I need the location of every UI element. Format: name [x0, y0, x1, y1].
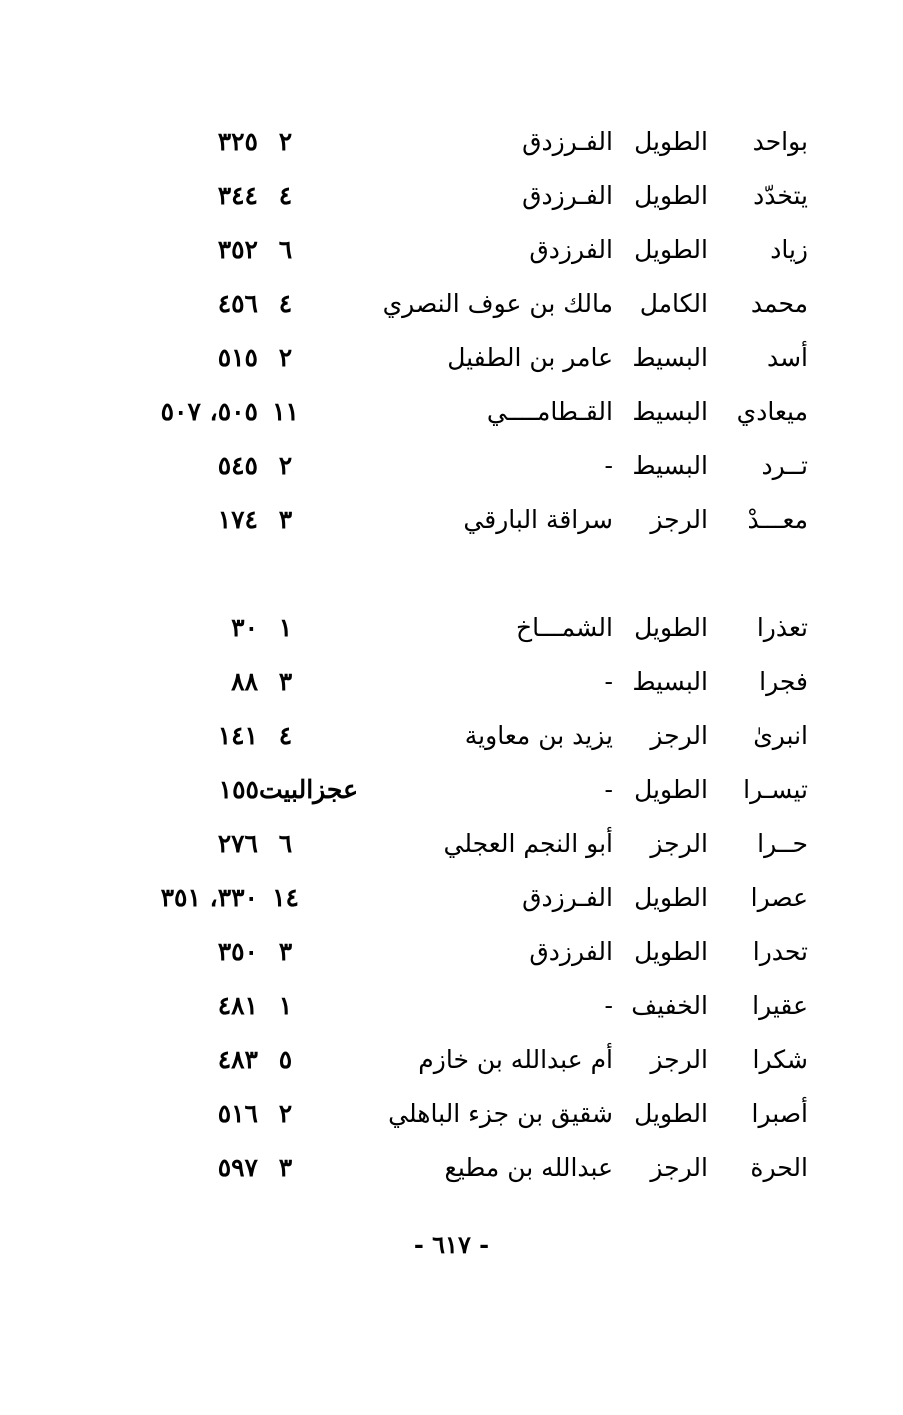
poet: الفـرزدق: [522, 181, 613, 210]
rhyme-word: تيسـرا: [743, 775, 808, 804]
index-row: [0, 979, 903, 1033]
index-row: [0, 1087, 903, 1141]
verse-count: ٢: [278, 1099, 293, 1128]
index-row: [0, 925, 903, 979]
page-refs: ٣٤٤: [217, 181, 258, 210]
verse-count: ١١: [272, 397, 299, 426]
page-refs: ٤٨١: [217, 991, 258, 1020]
page-refs-with-note: [178, 763, 358, 817]
poet: -: [604, 991, 613, 1020]
rhyme-word: تعذرا: [756, 613, 808, 642]
index-row: [0, 493, 903, 547]
meter: الطويل: [634, 613, 708, 642]
index-row: [0, 871, 903, 925]
meter: الرجز: [650, 1153, 708, 1182]
page-refs: ١٧٤: [217, 505, 258, 534]
page-refs: ٨٨: [231, 667, 258, 696]
rhyme-word: الحرة: [750, 1153, 808, 1182]
verse-count: ٣: [278, 505, 293, 534]
poet: الفـرزدق: [522, 883, 613, 912]
page-refs: ٣٠: [231, 613, 258, 642]
poet: عامر بن الطفيل: [447, 343, 613, 372]
index-row: [0, 169, 903, 223]
meter: الطويل: [634, 937, 708, 966]
page-refs: ٤٨٣: [217, 1045, 258, 1074]
page-refs: ٢٧٦: [217, 829, 258, 858]
meter: البسيط: [632, 451, 708, 480]
index-row: [0, 1141, 903, 1195]
rhyme-word: شكرا: [752, 1045, 808, 1074]
page-refs: ٥١٦: [217, 1099, 258, 1128]
meter: الطويل: [634, 775, 708, 804]
meter: البسيط: [632, 397, 708, 426]
hemistich-note: عجزالبيت: [258, 775, 358, 804]
poet: الشمـــاخ: [515, 613, 613, 642]
verse-count: ٣: [278, 937, 293, 966]
index-row: [0, 817, 903, 871]
meter: الرجز: [650, 1045, 708, 1074]
meter: البسيط: [632, 667, 708, 696]
page-refs: ٣٢٥: [217, 127, 258, 156]
meter: الطويل: [634, 127, 708, 156]
poet: -: [604, 775, 613, 804]
meter: الخفيف: [631, 991, 708, 1020]
index-row: [0, 277, 903, 331]
poet: عبدالله بن مطيع: [444, 1153, 613, 1182]
poet: الفرزدق: [529, 235, 613, 264]
meter: الطويل: [634, 1099, 708, 1128]
meter: الرجز: [650, 721, 708, 750]
meter: البسيط: [632, 343, 708, 372]
index-row: [0, 223, 903, 277]
meter: الكامل: [639, 289, 708, 318]
verse-count: ٦: [278, 235, 293, 264]
page-refs: ٣٥٠: [217, 937, 258, 966]
rhyme-word: بواحد: [752, 127, 808, 156]
page-refs: ٣٣٠، ٣٥١: [160, 883, 258, 912]
page-ref: ١٥٥: [218, 775, 259, 804]
poet: شقيق بن جزء الباهلي: [388, 1099, 613, 1128]
poet: الفـرزدق: [522, 127, 613, 156]
page-refs: ٥٩٧: [217, 1153, 258, 1182]
rhyme-word: أصبرا: [751, 1099, 808, 1128]
page-refs: ٥١٥: [217, 343, 258, 372]
verse-count: ٦: [278, 829, 293, 858]
page-refs: ٣٥٢: [217, 235, 258, 264]
index-row: [0, 601, 903, 655]
page-refs: ١٤١: [217, 721, 258, 750]
verse-count: ١٤: [272, 883, 299, 912]
rhyme-word: ميعادي: [736, 397, 808, 426]
rhyme-word: زياد: [770, 235, 808, 264]
verse-count: ٤: [278, 289, 293, 318]
verse-count: ٣: [278, 667, 293, 696]
rhyme-word: فجرا: [759, 667, 808, 696]
rhyme-word: معـــدْ: [747, 505, 808, 534]
index-row: [0, 655, 903, 709]
verse-count: ٤: [278, 181, 293, 210]
poet: أبو النجم العجلي: [443, 829, 613, 858]
poet: سراقة البارقي: [463, 505, 613, 534]
rhyme-word: يتخدّد: [753, 181, 808, 210]
rhyme-word: عصرا: [750, 883, 808, 912]
poet: أم عبدالله بن خازم: [418, 1045, 613, 1074]
poet: مالك بن عوف النصري: [382, 289, 613, 318]
rhyme-word: عقيرا: [752, 991, 808, 1020]
index-row: [0, 331, 903, 385]
verse-count: ١: [278, 613, 293, 642]
verse-count: ٢: [278, 451, 293, 480]
index-row: [0, 115, 903, 169]
page-refs: ٥٠٥، ٥٠٧: [160, 397, 258, 426]
verse-count: ٥: [278, 1045, 293, 1074]
rhyme-word: تــرد: [761, 451, 808, 480]
index-row: [0, 439, 903, 493]
verse-count: ٢: [278, 343, 293, 372]
meter: الرجز: [650, 829, 708, 858]
poet: الفرزدق: [529, 937, 613, 966]
verse-count: ١: [278, 991, 293, 1020]
rhyme-word: تحدرا: [752, 937, 808, 966]
page-number: - ٦١٧ -: [413, 1230, 490, 1259]
poet: -: [604, 667, 613, 696]
meter: الطويل: [634, 181, 708, 210]
rhyme-word: انبرىٰ: [753, 721, 808, 750]
meter: الطويل: [634, 883, 708, 912]
index-row: [0, 1033, 903, 1087]
verse-count: ٣: [278, 1153, 293, 1182]
page-refs: ٤٥٦: [217, 289, 258, 318]
verse-count: ٢: [278, 127, 293, 156]
poet: يزيد بن معاوية: [464, 721, 613, 750]
rhyme-word: أسد: [766, 343, 808, 372]
poet: القـطامــــي: [486, 397, 613, 426]
poet: -: [604, 451, 613, 480]
page-refs: ٥٤٥: [217, 451, 258, 480]
index-row: [0, 385, 903, 439]
meter: الطويل: [634, 235, 708, 264]
meter: الرجز: [650, 505, 708, 534]
rhyme-word: محمد: [750, 289, 808, 318]
verse-count: ٤: [278, 721, 293, 750]
rhyme-word: حــرا: [757, 829, 808, 858]
index-row: [0, 709, 903, 763]
index-row: [0, 763, 903, 817]
